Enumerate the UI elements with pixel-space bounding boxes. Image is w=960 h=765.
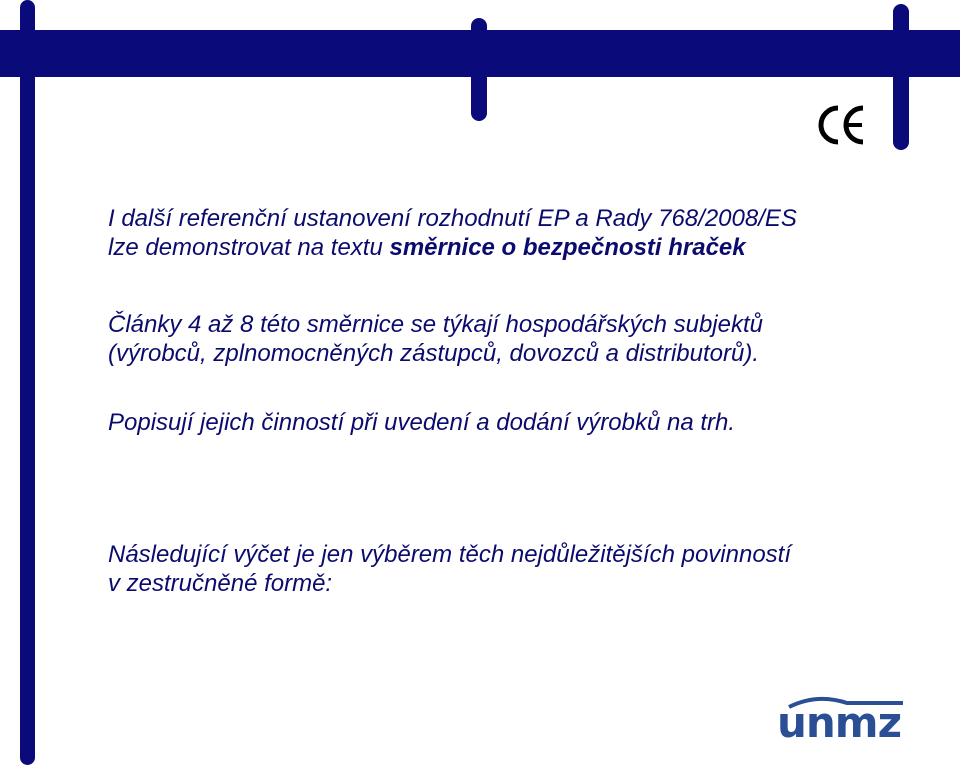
listing-line-2: v zestručněné formě:	[108, 570, 333, 597]
intro-paragraph	[108, 204, 928, 262]
description-line-1: Popisují jejich činností při uvedení a dodání výrobků na trh.	[108, 409, 736, 436]
intro-line-2-plain: lze demonstrovat na textu	[108, 234, 390, 261]
unmz-logo	[777, 695, 915, 747]
logo-text: unmz	[777, 698, 902, 747]
listing-paragraph	[108, 540, 928, 598]
directive-title: směrnice o bezpečnosti hraček	[389, 234, 746, 261]
ce-mark-icon	[818, 104, 866, 146]
articles-line-1: Články 4 až 8 této směrnice se týkají hospodářských subjektů	[108, 311, 763, 338]
right-frame-bar	[893, 4, 909, 150]
description-paragraph	[108, 408, 928, 437]
intro-line-1: I další referenční ustanovení rozhodnutí EP a Rady 768/2008/ES	[108, 205, 797, 232]
middle-frame-bar	[471, 18, 487, 121]
articles-paragraph	[108, 310, 928, 368]
articles-line-2: (výrobců, zplnomocněných zástupců, dovozců a distributorů).	[108, 340, 759, 367]
left-frame-bar	[20, 0, 35, 765]
listing-line-1: Následující výčet je jen výběrem těch nejdůležitějších povinností	[108, 541, 792, 568]
intro-line-2	[108, 233, 928, 262]
